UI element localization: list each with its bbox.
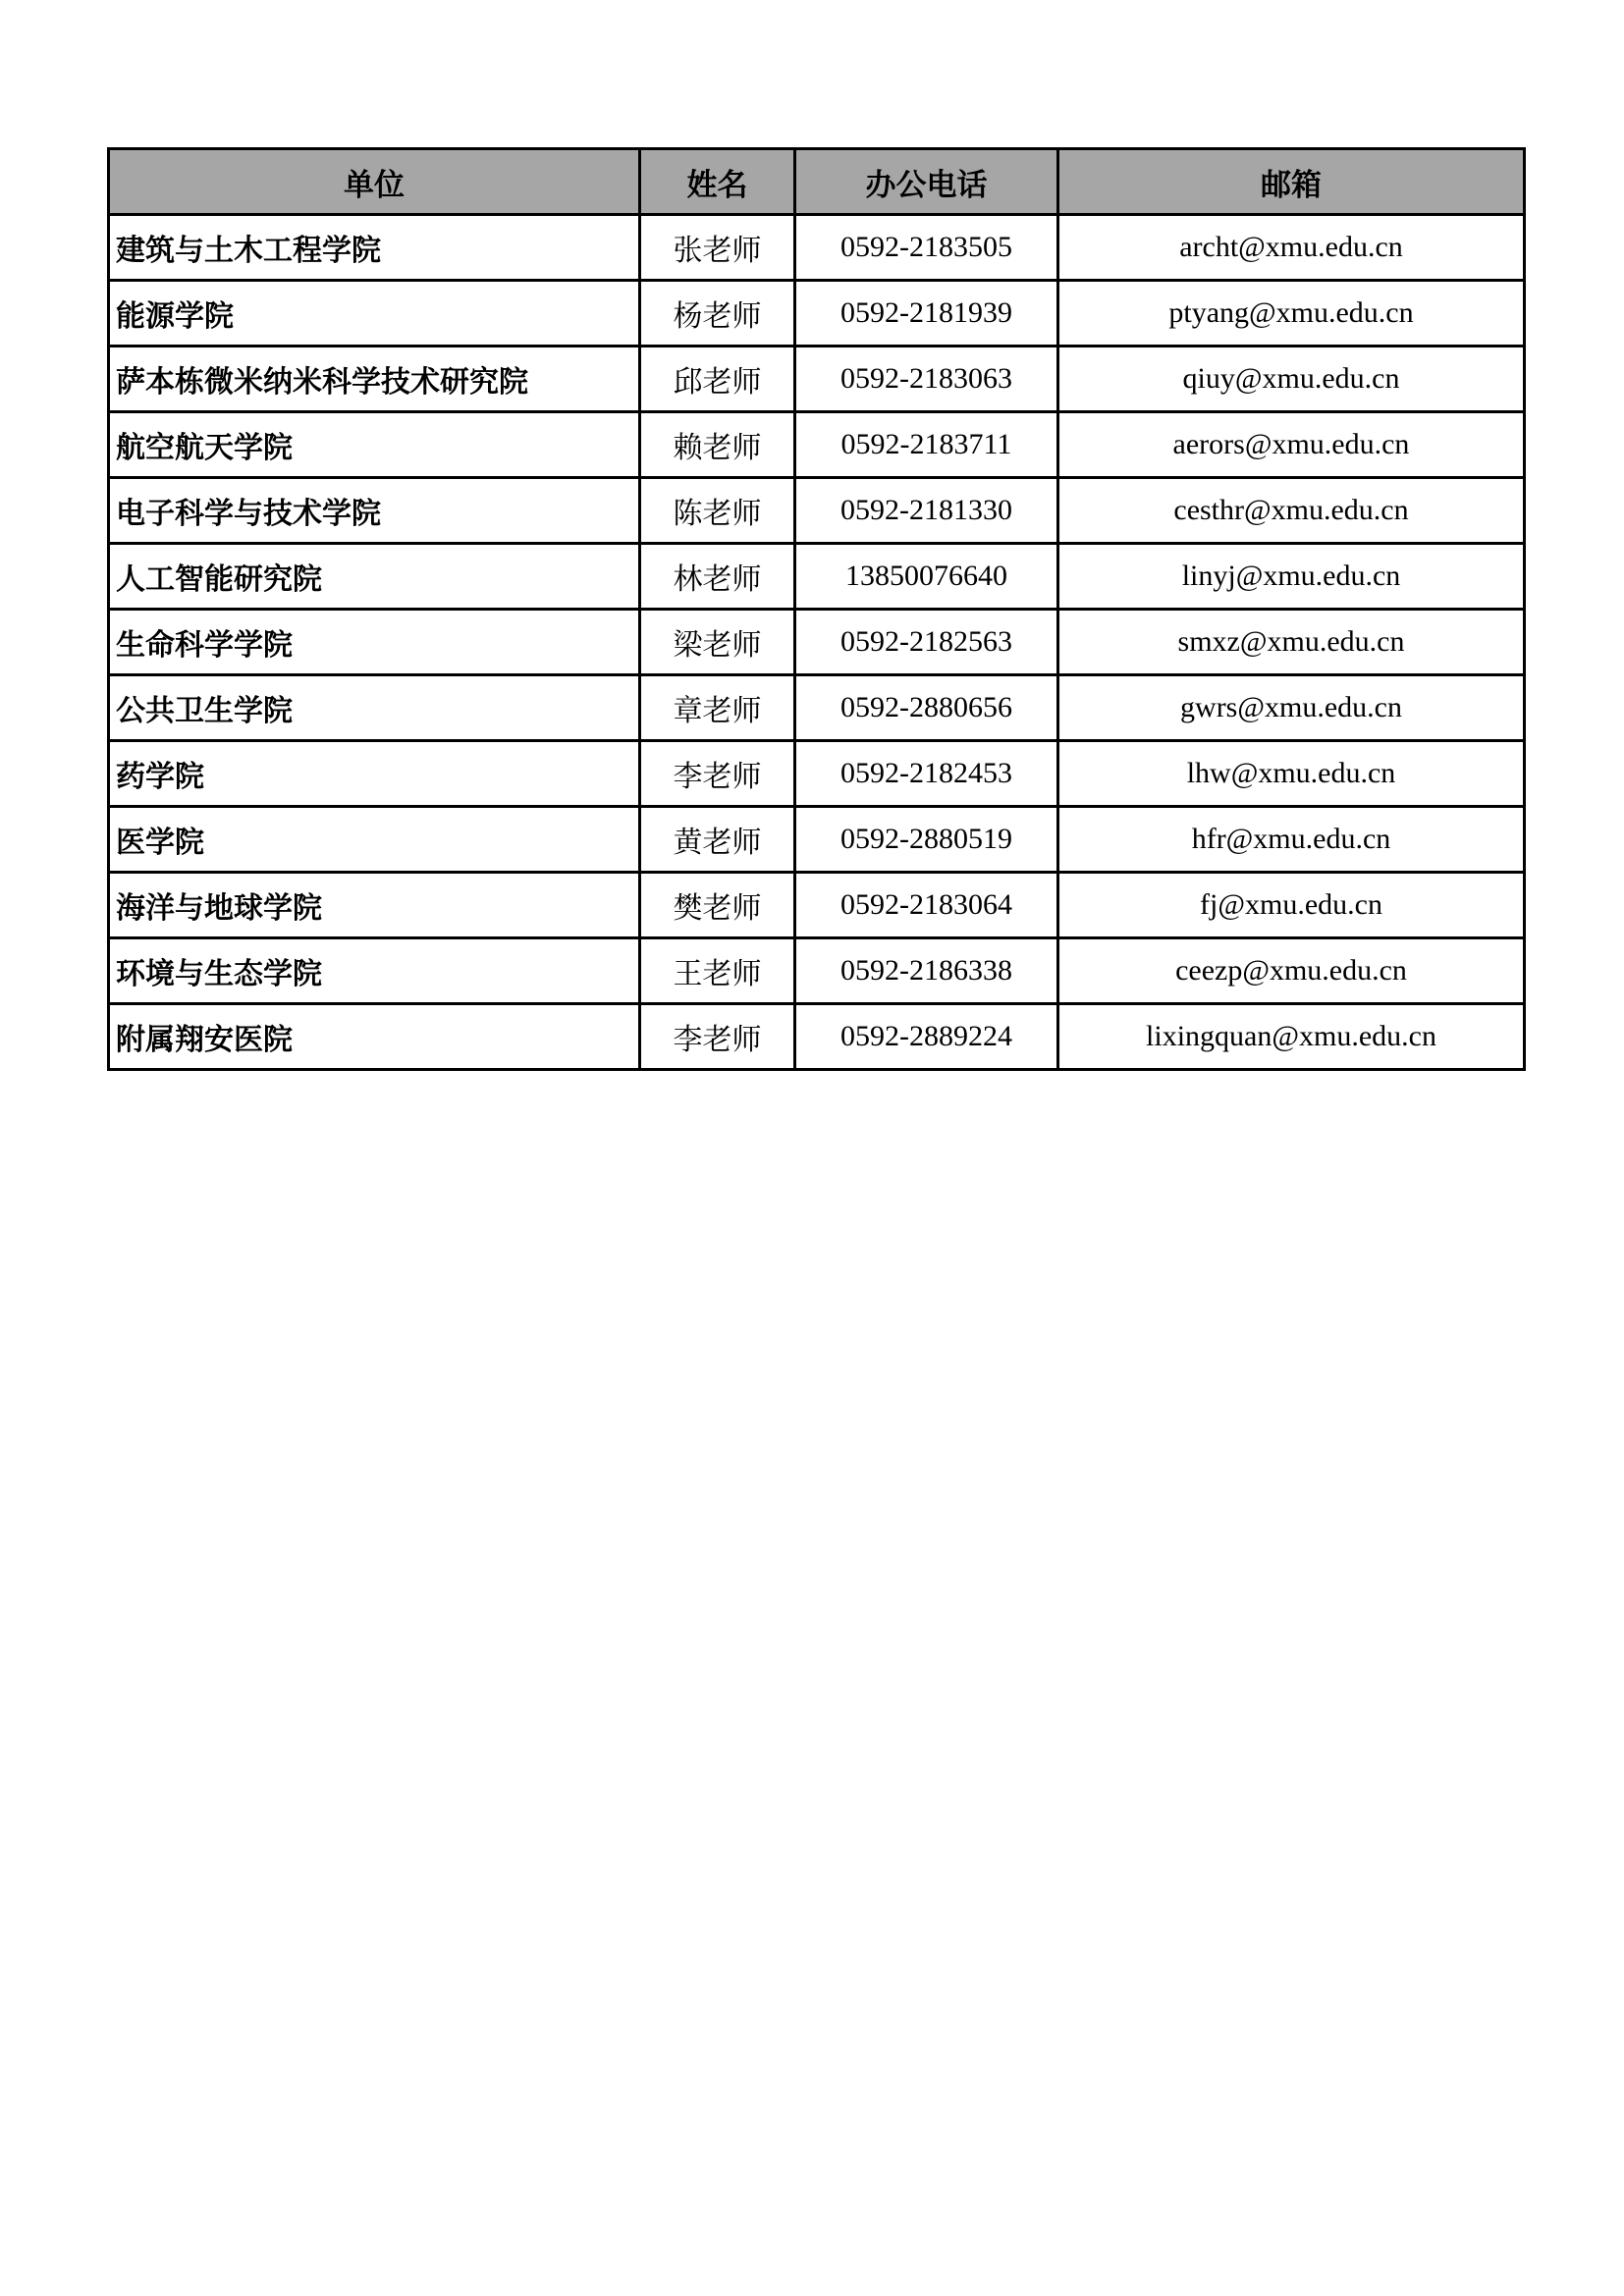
email-cell: ceezp@xmu.edu.cn [1058,938,1525,1004]
header-phone: 办公电话 [795,149,1058,215]
phone-cell: 0592-2880656 [795,675,1058,741]
phone-cell: 0592-2183505 [795,215,1058,281]
email-cell: ptyang@xmu.edu.cn [1058,281,1525,347]
name-cell: 李老师 [640,1004,795,1070]
table-row [109,675,1525,741]
phone-cell: 0592-2183064 [795,873,1058,938]
table-body [109,215,1525,1070]
table-row [109,412,1525,478]
unit-cell: 环境与生态学院 [109,938,640,1004]
email-cell: lixingquan@xmu.edu.cn [1058,1004,1525,1070]
unit-cell: 附属翔安医院 [109,1004,640,1070]
header-row [109,149,1525,215]
name-cell: 邱老师 [640,347,795,412]
name-cell: 张老师 [640,215,795,281]
email-cell: aerors@xmu.edu.cn [1058,412,1525,478]
unit-cell: 人工智能研究院 [109,544,640,610]
email-cell: cesthr@xmu.edu.cn [1058,478,1525,544]
phone-cell: 0592-2183063 [795,347,1058,412]
unit-cell: 公共卫生学院 [109,675,640,741]
email-cell: linyj@xmu.edu.cn [1058,544,1525,610]
header-name: 姓名 [640,149,795,215]
table-row [109,741,1525,807]
name-cell: 杨老师 [640,281,795,347]
table-row [109,938,1525,1004]
unit-cell: 医学院 [109,807,640,873]
unit-cell: 电子科学与技术学院 [109,478,640,544]
email-cell: lhw@xmu.edu.cn [1058,741,1525,807]
unit-cell: 生命科学学院 [109,610,640,675]
name-cell: 梁老师 [640,610,795,675]
table-row [109,544,1525,610]
name-cell: 王老师 [640,938,795,1004]
phone-cell: 0592-2183711 [795,412,1058,478]
unit-cell: 建筑与土木工程学院 [109,215,640,281]
table-row [109,281,1525,347]
name-cell: 赖老师 [640,412,795,478]
unit-cell: 萨本栋微米纳米科学技术研究院 [109,347,640,412]
phone-cell: 13850076640 [795,544,1058,610]
name-cell: 李老师 [640,741,795,807]
phone-cell: 0592-2181330 [795,478,1058,544]
name-cell: 章老师 [640,675,795,741]
name-cell: 黄老师 [640,807,795,873]
name-cell: 陈老师 [640,478,795,544]
unit-cell: 航空航天学院 [109,412,640,478]
table-row [109,1004,1525,1070]
phone-cell: 0592-2186338 [795,938,1058,1004]
phone-cell: 0592-2880519 [795,807,1058,873]
phone-cell: 0592-2181939 [795,281,1058,347]
email-cell: fj@xmu.edu.cn [1058,873,1525,938]
table-row [109,478,1525,544]
table-header [109,149,1525,215]
name-cell: 樊老师 [640,873,795,938]
email-cell: archt@xmu.edu.cn [1058,215,1525,281]
name-cell: 林老师 [640,544,795,610]
phone-cell: 0592-2182453 [795,741,1058,807]
header-email: 邮箱 [1058,149,1525,215]
phone-cell: 0592-2889224 [795,1004,1058,1070]
unit-cell: 能源学院 [109,281,640,347]
table-row [109,215,1525,281]
header-unit: 单位 [109,149,640,215]
email-cell: hfr@xmu.edu.cn [1058,807,1525,873]
unit-cell: 药学院 [109,741,640,807]
email-cell: qiuy@xmu.edu.cn [1058,347,1525,412]
table-row [109,807,1525,873]
table-row [109,347,1525,412]
contact-table [107,147,1526,1071]
table-row [109,610,1525,675]
unit-cell: 海洋与地球学院 [109,873,640,938]
email-cell: gwrs@xmu.edu.cn [1058,675,1525,741]
phone-cell: 0592-2182563 [795,610,1058,675]
email-cell: smxz@xmu.edu.cn [1058,610,1525,675]
table-row [109,873,1525,938]
